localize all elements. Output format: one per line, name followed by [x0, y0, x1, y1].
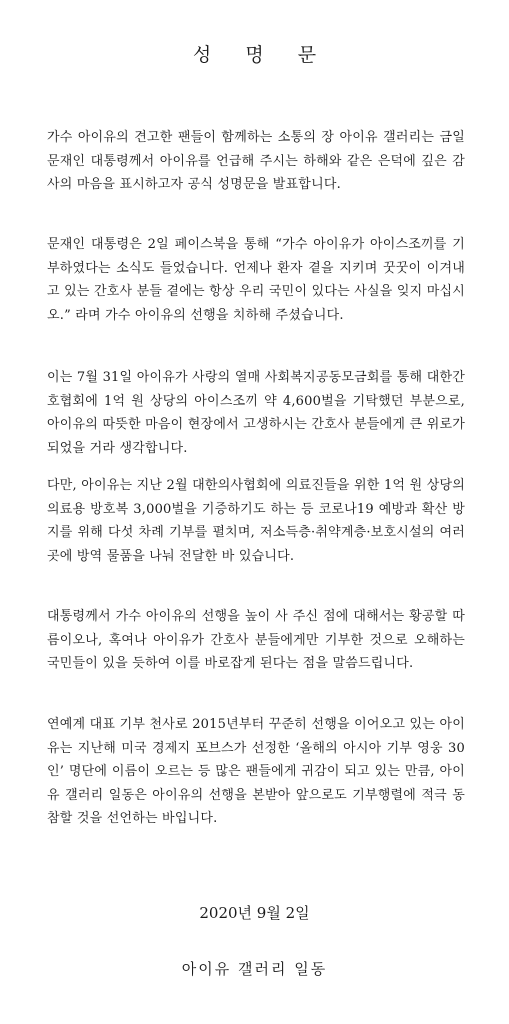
paragraph-president-quote: 문재인 대통령은 2일 페이스북을 통해 “가수 아이유가 아이스조끼를 기부하였다는 소식도 들었습니다. 언제나 환자 곁을 지키며 꿋꿋이 이겨내고 있는 간호사 분들 곁에는 항상 우리 국민이 있다는 사실을 잊지 마십시오.” 라며 가수 아이유의 선행을 치하해 주셨습니다.	[47, 237, 465, 323]
paragraph-clarification: 대통령께서 가수 아이유의 선행을 높이 사 주신 점에 대해서는 황공할 따름이오나, 혹여나 아이유가 간호사 분들에게만 기부한 것으로 오해하는 국민들이 있을 듯하여 이를 바로잡게 된다는 점을 말씀드립니다.	[47, 609, 465, 671]
document-signature: 아이유 갤러리 일동	[181, 960, 328, 978]
paragraph-ice-vest-donation: 이는 7월 31일 아이유가 사랑의 열매 사회복지공동모금회를 통해 대한간호협회에 1억 원 상당의 아이스조끼 약 4,600벌을 기탁했던 부분으로, 아이유의 따뜻한 마음이 현장에서 고생하시는 간호사 분들에게 큰 위로가 되었을 거라 생각합니다.	[47, 370, 465, 456]
paragraph-conclusion: 연예계 대표 기부 천사로 2015년부터 꾸준히 선행을 이어오고 있는 아이유는 지난해 미국 경제지 포브스가 선정한 ‘올해의 아시아 기부 영웅 30인’ 명단에 이름이 오르는 등 많은 팬들에게 귀감이 되고 있는 만큼, 아이유 갤러리 일동은 아이유의 선행을 본받아 앞으로도 기부행렬에 적극 동참할 것을 선언하는 바입니다.	[47, 717, 465, 826]
document-date: 2020년 9월 2일	[199, 904, 310, 922]
document-title: 성 명 문	[192, 44, 331, 66]
paragraph-other-donations: 다만, 아이유는 지난 2월 대한의사협회에 의료진들을 위한 1억 원 상당의 의료용 방호복 3,000벌을 기증하기도 하는 등 코로나19 예방과 확산 방지를 위해 다섯 차례 기부를 펼치며, 저소득층·취약계층·보호시설의 여러 곳에 방역 물품을 나눠 전달한 바 있습니다.	[47, 478, 465, 564]
paragraph-intro: 가수 아이유의 견고한 팬들이 함께하는 소통의 장 아이유 갤러리는 금일 문재인 대통령께서 아이유를 언급해 주시는 하해와 같은 은덕에 깊은 감사의 마음을 표시하고자 공식 성명문을 발표합니다.	[47, 130, 465, 192]
